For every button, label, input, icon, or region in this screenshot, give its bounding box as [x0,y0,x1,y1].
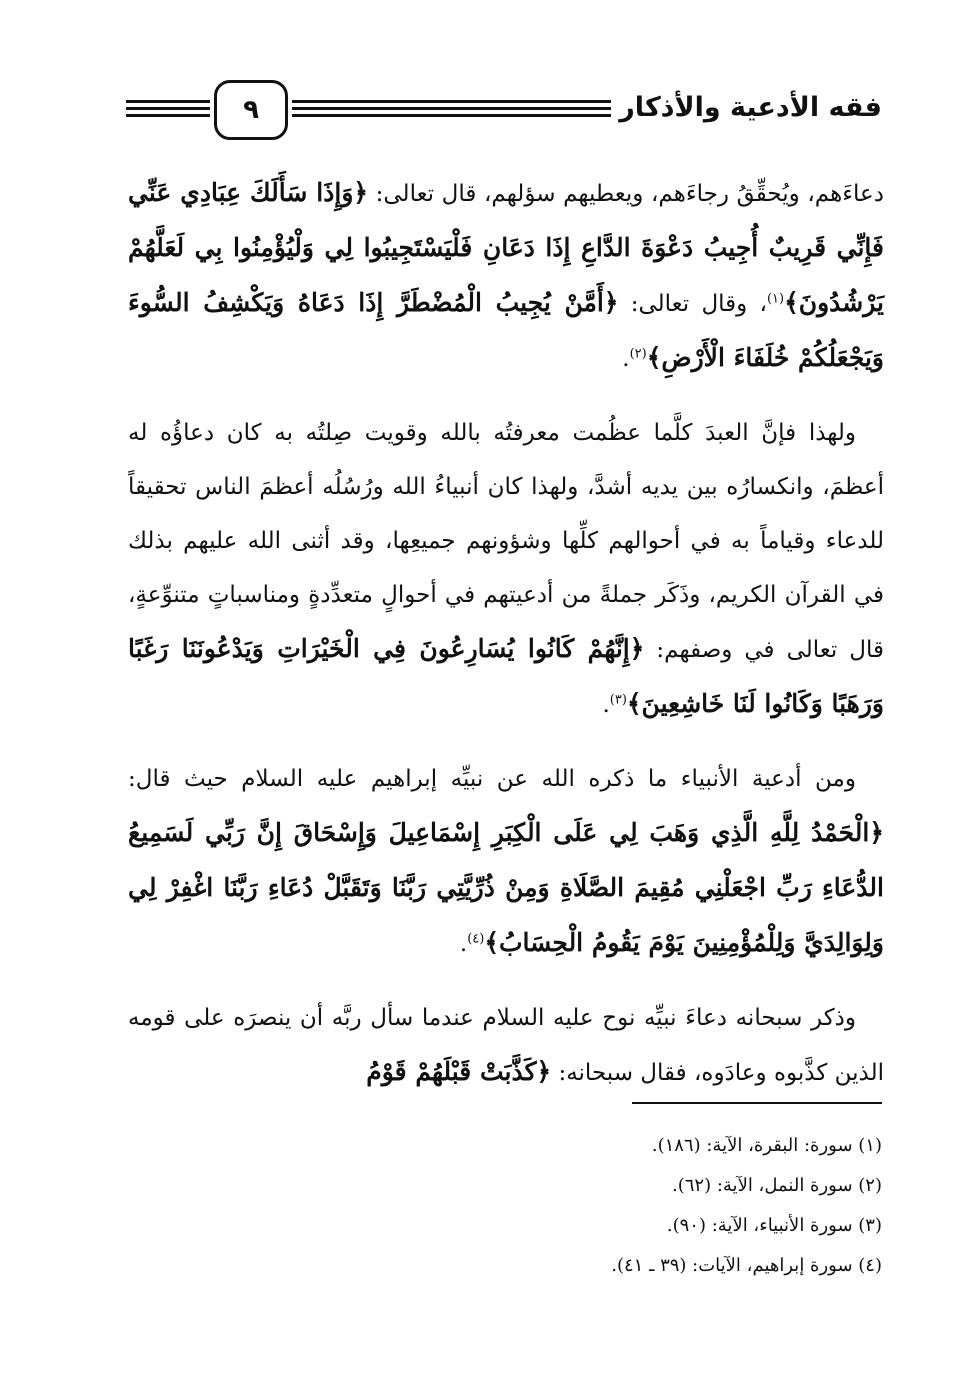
quran-verse: ﴿إِنَّهُمْ كَانُوا يُسَارِعُونَ فِي الْخَيْرَاتِ وَيَدْعُونَنَا رَغَبًا وَرَهَبًا وَكَانُوا لَنَا خَاشِعِينَ﴾ [128,634,884,718]
header-rule [292,100,658,103]
paragraph-text: . [602,692,610,718]
paragraph-text: ومن أدعية الأنبياء ما ذكره الله عن نبيِّه إبراهيم عليه السلام حيث قال: [128,766,856,792]
footnote-ref: (١) [766,291,785,307]
page-number: ٩ [214,80,288,140]
book-title: فقه الأدعية والأذكار [611,90,882,126]
footnote-ref: (٤) [467,931,485,947]
header-rule [126,114,210,117]
page-header [126,80,882,142]
footnotes [462,1126,882,1286]
quran-verse: ﴿كَذَّبَتْ قَبْلَهُمْ قَوْمُ [366,1057,552,1086]
quran-verse: ﴿الْحَمْدُ لِلَّهِ الَّذِي وَهَبَ لِي عَلَى الْكِبَرِ إِسْمَاعِيلَ وَإِسْحَاقَ إِنَّ رَبِّي لَسَمِيعُ الدُّعَاءِ رَبِّ اجْعَلْنِي مُقِيمَ الصَّلَاةِ وَمِنْ ذُرِّيَّتِي رَبَّنَا وَتَقَبَّلْ دُعَاءِ رَبَّنَا اغْفِرْ لِي وَلِوَالِدَيَّ وَلِلْمُؤْمِنِينَ يَوْمَ يَقُومُ الْحِسَابُ﴾ [128,818,884,957]
paragraph-text: ، وقال تعالى: [618,291,767,317]
header-rule [126,107,210,110]
paragraph-text: . [622,346,630,372]
paragraph [128,991,884,1100]
footnote-divider [632,1102,882,1104]
header-rule [126,100,210,103]
footnote-item: (٣) سورة الأنبياء، الآية: (٩٠). [666,1215,882,1236]
footnote-item: (١) سورة: البقرة، الآية: (١٨٦). [651,1135,882,1156]
paragraph-text: . [459,931,468,957]
paragraph [128,406,884,732]
paragraph [128,166,884,386]
header-rule [292,107,658,110]
header-rule [292,114,658,117]
quran-verse: ﴿أَمَّنْ يُجِيبُ الْمُضْطَرَّ إِذَا دَعَاهُ وَيَكْشِفُ السُّوءَ وَيَجْعَلُكُمْ خُلَفَاءَ الْأَرْضِ﴾ [128,288,884,372]
footnote-item: (٢) سورة النمل، الآية: (٦٢). [672,1175,882,1196]
paragraph [128,752,884,971]
paragraph-text: وذكر سبحانه دعاءَ نبيِّه نوح عليه السلام عندما سأل ربَّه أن ينصرَه على قومه الذين كذَّبوه وعادَوه، فقال سبحانه: [128,1005,884,1086]
footnote-item: (٤) سورة إبراهيم، الآيات: (٣٩ ـ ٤١). [611,1255,882,1276]
main-text [128,166,884,1120]
footnote-ref: (٣) [609,692,627,708]
paragraph-text: ولهذا فإنَّ العبدَ كلَّما عظُمت معرفتُه بالله وقويت صِلتُه به كان دعاؤُه له أعظمَ، وانكسارُه بين يديه أشدَّ، ولهذا كان أنبياءُ الله ورُسُلُه أعظمَ الناس تحقيقاً للدعاء وقياماً به في أحوالهم كلِّها وشؤونهم جميعِها، وقد أثنى الله عليهم بذلك في القرآن الكريم، وذَكَر جملةً من أدعيتهم في أحوالٍ متعدِّدةٍ ومناسباتٍ متنوِّعةٍ، قال تعالى في وصفهم: [128,420,884,663]
paragraph-text: دعاءَهم، ويُحقِّقُ رجاءَهم، ويعطيهم سؤلهم، قال تعالى: [368,181,884,207]
quran-verse: ﴿وَإِذَا سَأَلَكَ عِبَادِي عَنِّي فَإِنِّي قَرِيبٌ أُجِيبُ دَعْوَةَ الدَّاعِ إِذَا دَعَانِ فَلْيَسْتَجِيبُوا لِي وَلْيُؤْمِنُوا بِي لَعَلَّهُمْ يَرْشُدُونَ﴾ [128,178,884,317]
footnote-ref: (٢) [629,346,647,362]
